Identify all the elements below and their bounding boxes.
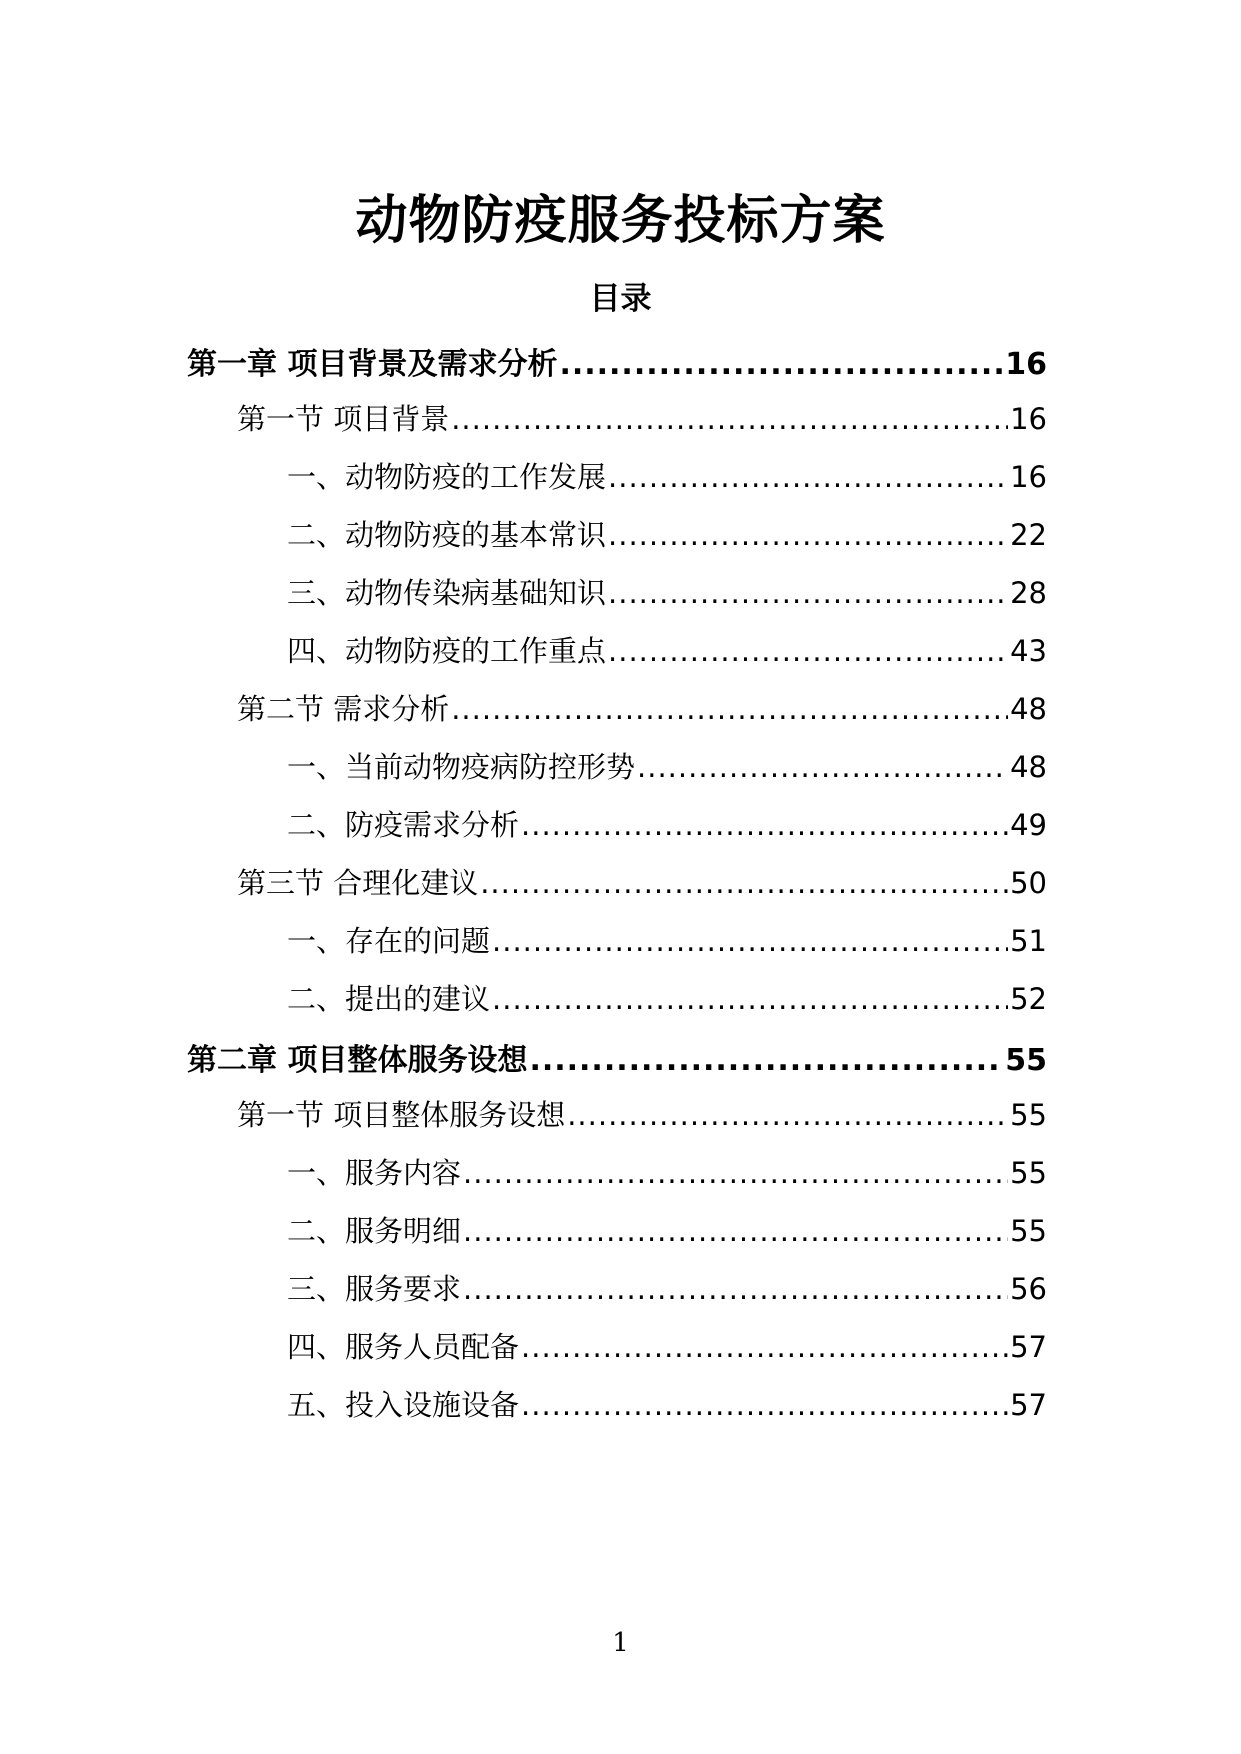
toc-entry-text: 一、当前动物疫病防控形势 xyxy=(287,750,636,784)
toc-entry-page: 16 xyxy=(1010,460,1047,494)
toc-entry-page: 55 xyxy=(1010,1214,1047,1248)
toc-leader-dots xyxy=(463,1214,1008,1248)
toc-leader-dots xyxy=(463,1272,1008,1306)
toc-entry[interactable] xyxy=(287,1383,1047,1423)
toc-entry[interactable] xyxy=(287,1151,1047,1191)
toc-entry[interactable] xyxy=(287,919,1047,959)
toc-leader-dots xyxy=(529,1043,1003,1078)
toc-entry-text: 一、存在的问题 xyxy=(287,924,491,958)
toc-entry[interactable] xyxy=(287,1325,1047,1365)
toc-entry-page: 48 xyxy=(1010,750,1047,784)
toc-entry[interactable] xyxy=(237,687,1047,727)
toc-entry-page: 57 xyxy=(1010,1388,1047,1422)
toc-entry[interactable] xyxy=(287,803,1047,843)
toc-entry-text: 二、动物防疫的基本常识 xyxy=(287,518,607,552)
toc-entry-page: 55 xyxy=(1005,1043,1047,1078)
toc-entry-text: 第三节 合理化建议 xyxy=(237,866,479,900)
toc-entry[interactable] xyxy=(237,1093,1047,1133)
toc-leader-dots xyxy=(608,460,1008,494)
toc-entry-page: 48 xyxy=(1010,692,1047,726)
toc-leader-dots xyxy=(451,402,1008,436)
toc-entry-text: 第一节 项目整体服务设想 xyxy=(237,1098,566,1132)
toc-entry-text: 第二章 项目整体服务设想 xyxy=(187,1043,528,1078)
toc-entry[interactable] xyxy=(187,339,1047,382)
toc-entry-text: 一、服务内容 xyxy=(287,1156,462,1190)
toc-entry-text: 三、动物传染病基础知识 xyxy=(287,576,607,610)
toc-entry[interactable] xyxy=(287,455,1047,495)
toc-leader-dots xyxy=(608,634,1008,668)
toc-leader-dots xyxy=(480,866,1008,900)
toc-entry-page: 16 xyxy=(1010,402,1047,436)
toc-entry[interactable] xyxy=(287,745,1047,785)
toc-entry-text: 第一节 项目背景 xyxy=(237,402,450,436)
toc-entry-page: 51 xyxy=(1010,924,1047,958)
toc-leader-dots xyxy=(463,1156,1008,1190)
toc-leader-dots xyxy=(492,982,1008,1016)
toc-entry[interactable] xyxy=(187,1035,1047,1078)
toc-entry-page: 43 xyxy=(1010,634,1047,668)
toc-entry-page: 57 xyxy=(1010,1330,1047,1364)
toc-entry-text: 四、动物防疫的工作重点 xyxy=(287,634,607,668)
toc-entry-text: 二、服务明细 xyxy=(287,1214,462,1248)
toc-entry-text: 三、服务要求 xyxy=(287,1272,462,1306)
toc-leader-dots xyxy=(521,1388,1008,1422)
toc-entry-page: 22 xyxy=(1010,518,1047,552)
toc-leader-dots xyxy=(492,924,1008,958)
toc-leader-dots xyxy=(608,576,1008,610)
toc-entry-text: 第二节 需求分析 xyxy=(237,692,450,726)
toc-entry-page: 49 xyxy=(1010,808,1047,842)
toc-entry-text: 二、防疫需求分析 xyxy=(287,808,520,842)
toc-entry[interactable] xyxy=(287,1209,1047,1249)
document-title: 动物防疫服务投标方案 xyxy=(355,191,886,251)
toc-entry-text: 二、提出的建议 xyxy=(287,982,491,1016)
toc-leader-dots xyxy=(451,692,1008,726)
toc-entry[interactable] xyxy=(237,861,1047,901)
toc-entry-text: 五、投入设施设备 xyxy=(287,1388,520,1422)
toc-entry-page: 56 xyxy=(1010,1272,1047,1306)
toc-entry-text: 一、动物防疫的工作发展 xyxy=(287,460,607,494)
toc-leader-dots xyxy=(637,750,1008,784)
toc-entry-page: 55 xyxy=(1010,1156,1047,1190)
toc-entry-page: 16 xyxy=(1005,347,1047,382)
toc-leader-dots xyxy=(521,1330,1008,1364)
toc-leader-dots xyxy=(521,808,1008,842)
page-number: 1 xyxy=(612,1628,629,1658)
toc-heading: 目录 xyxy=(589,281,652,317)
toc-entry-text: 四、服务人员配备 xyxy=(287,1330,520,1364)
toc-entry[interactable] xyxy=(287,1267,1047,1307)
toc-entry[interactable] xyxy=(287,513,1047,553)
toc-entry[interactable] xyxy=(287,977,1047,1017)
toc-entry-text: 第一章 项目背景及需求分析 xyxy=(187,347,558,382)
toc-leader-dots xyxy=(559,347,1003,382)
toc-leader-dots xyxy=(608,518,1008,552)
toc-entry-page: 55 xyxy=(1010,1098,1047,1132)
toc-entry-page: 28 xyxy=(1010,576,1047,610)
toc-leader-dots xyxy=(567,1098,1008,1132)
toc-entry[interactable] xyxy=(287,629,1047,669)
toc-entry[interactable] xyxy=(237,397,1047,437)
toc-entry-page: 52 xyxy=(1010,982,1047,1016)
toc-entry[interactable] xyxy=(287,571,1047,611)
toc-entry-page: 50 xyxy=(1010,866,1047,900)
